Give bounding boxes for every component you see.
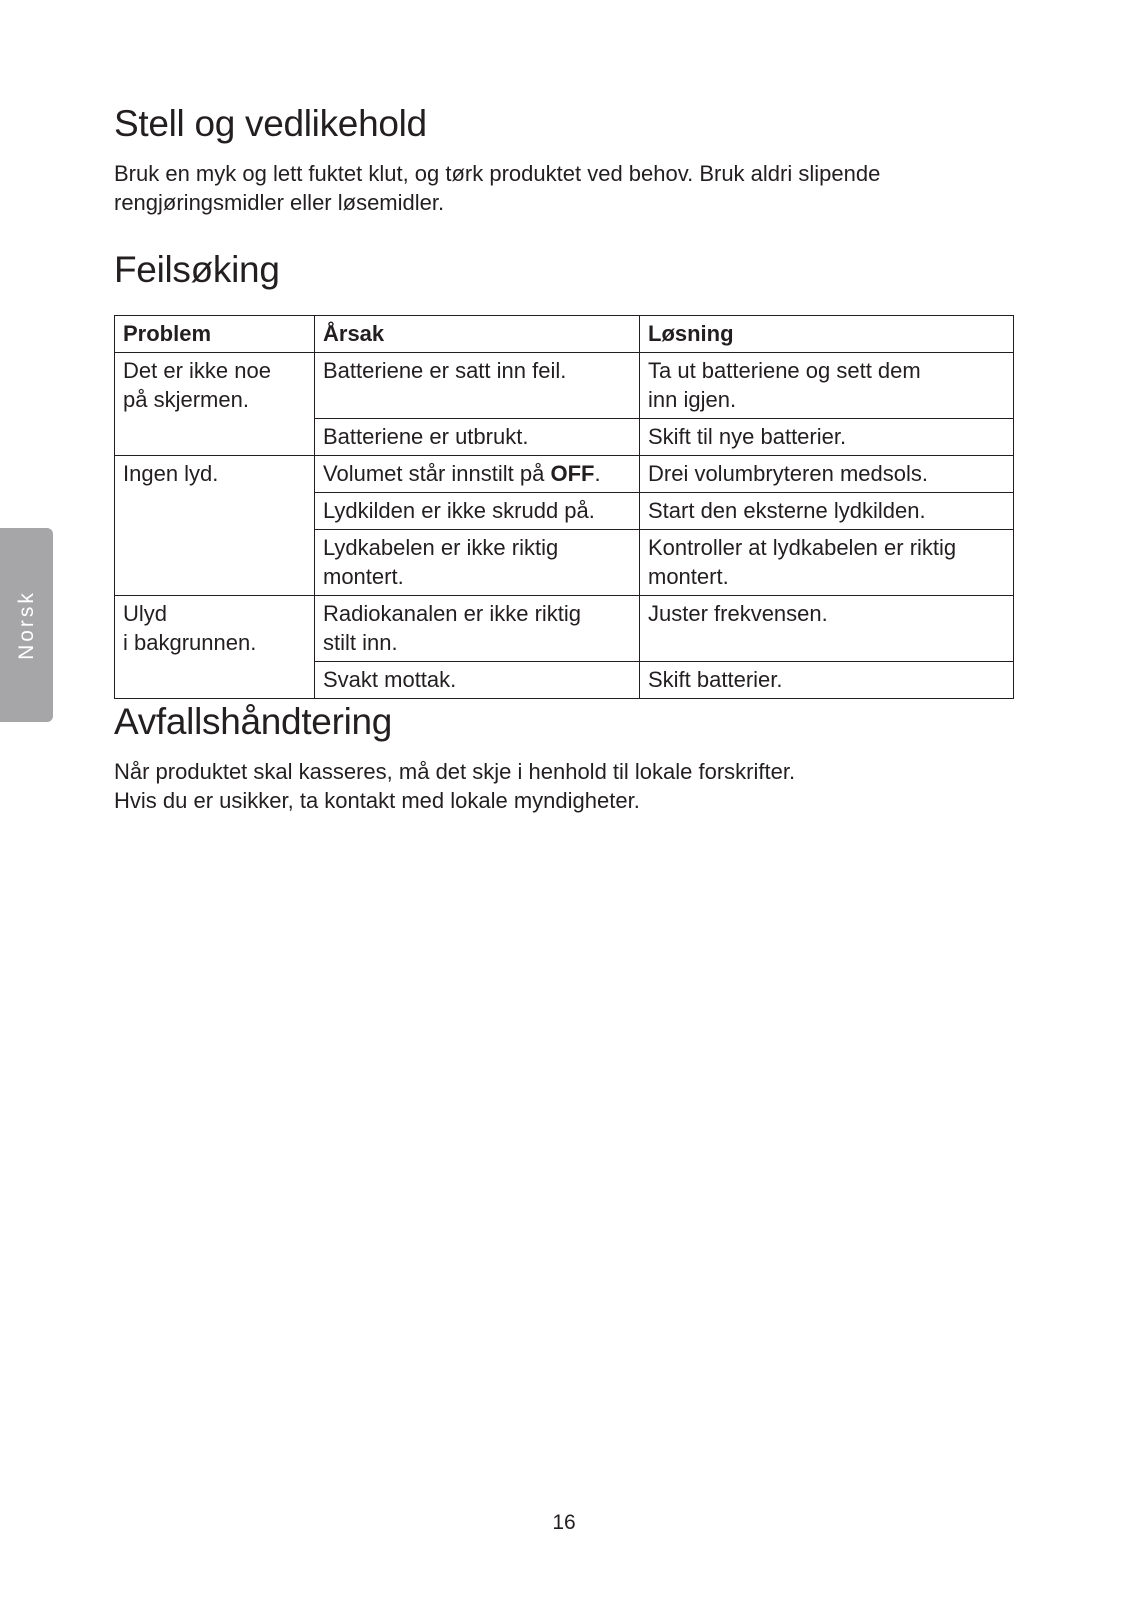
disposal-line-1: Når produktet skal kasseres, må det skje i henhold til lokale forskrifter. xyxy=(114,759,796,784)
column-header-cause: Årsak xyxy=(315,316,640,353)
problem-cell: Det er ikke noe på skjermen. xyxy=(115,353,315,456)
care-line-2: rengjøringsmidler eller løsemidler. xyxy=(114,190,445,215)
solution-cell: Drei volumbryteren medsols. xyxy=(640,456,1014,493)
disposal-paragraph xyxy=(114,757,1014,815)
cause-cell: Svakt mottak. xyxy=(315,662,640,699)
column-header-solution: Løsning xyxy=(640,316,1014,353)
cause-cell: Lydkabelen er ikke riktig montert. xyxy=(315,530,640,596)
solution-cell: Skift batterier. xyxy=(640,662,1014,699)
table-row xyxy=(115,596,1014,662)
problem-cell: Ingen lyd. xyxy=(115,456,315,596)
page-number: 16 xyxy=(552,1511,576,1534)
column-header-problem: Problem xyxy=(115,316,315,353)
table-row xyxy=(115,353,1014,419)
language-tab-label: Norsk xyxy=(14,590,38,660)
solution-cell: Skift til nye batterier. xyxy=(640,419,1014,456)
care-line-1: Bruk en myk og lett fuktet klut, og tørk produktet ved behov. Bruk aldri slipende xyxy=(114,161,881,186)
language-tab xyxy=(0,528,53,722)
disposal-line-2: Hvis du er usikker, ta kontakt med lokale myndigheter. xyxy=(114,788,640,813)
solution-cell: Juster frekvensen. xyxy=(640,596,1014,662)
troubleshooting-heading: Feilsøking xyxy=(114,249,280,290)
problem-cell: Ulyd i bakgrunnen. xyxy=(115,596,315,699)
table-row xyxy=(115,456,1014,493)
cause-cell: Lydkilden er ikke skrudd på. xyxy=(315,493,640,530)
cause-cell: Radiokanalen er ikke riktig stilt inn. xyxy=(315,596,640,662)
cause-text: Volumet står innstilt på xyxy=(323,461,551,486)
cause-text-end: . xyxy=(594,461,601,486)
troubleshooting-table xyxy=(114,315,1014,699)
solution-cell: Ta ut batteriene og sett dem inn igjen. xyxy=(640,353,1014,419)
cause-cell: Batteriene er utbrukt. xyxy=(315,419,640,456)
solution-cell: Kontroller at lydkabelen er riktig montert. xyxy=(640,530,1014,596)
solution-cell: Start den eksterne lydkilden. xyxy=(640,493,1014,530)
off-setting-label: OFF xyxy=(550,461,595,486)
cause-cell: Batteriene er satt inn feil. xyxy=(315,353,640,419)
care-paragraph xyxy=(114,159,1014,217)
table-header-row xyxy=(115,316,1014,353)
care-heading: Stell og vedlikehold xyxy=(114,103,427,144)
cause-cell xyxy=(315,456,640,493)
disposal-heading: Avfallshåndtering xyxy=(114,701,393,742)
